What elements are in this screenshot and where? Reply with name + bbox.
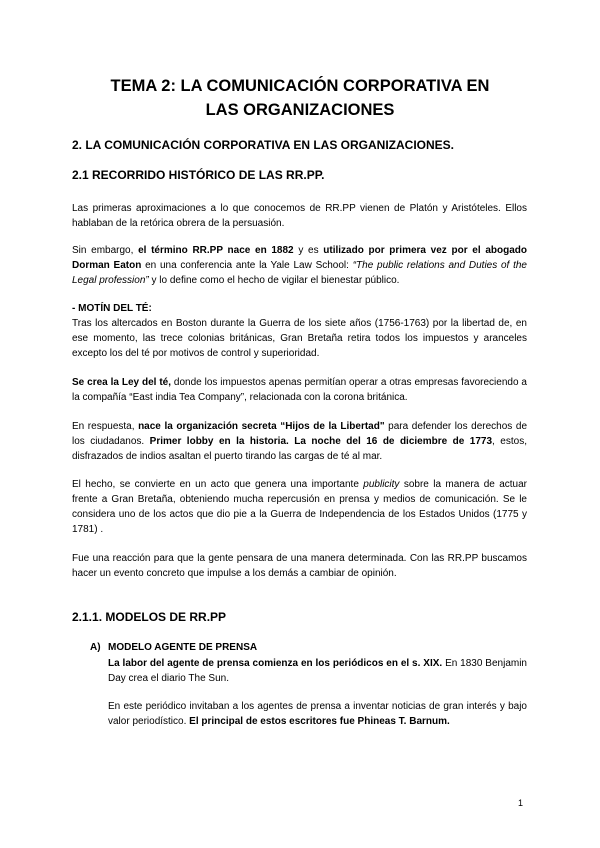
section-heading-2-1: 2.1 RECORRIDO HISTÓRICO DE LAS RR.PP.: [72, 168, 325, 182]
title-line-2: LAS ORGANIZACIONES: [205, 101, 395, 119]
title-line-1: TEMA 2: LA COMUNICACIÓN CORPORATIVA EN: [110, 77, 490, 95]
paragraph-model-a-1: La labor del agente de prensa comienza en los periódicos en el s. XIX. En 1830 Benjamin Day crea el diario The Sun.: [108, 658, 527, 684]
paragraph-ley-del-te: Se crea la Ley del té, donde los impuestos apenas permitían operar a otras empresas favoreciendo a la compañía “East india Tea Company”, relacionada con la corona británica.: [72, 377, 527, 403]
paragraph-model-a-2: En este periódico invitaban a los agentes de prensa a inventar noticias de gran interés y bajo valor periodístico. El principal de estos escritores fue Phineas T. Barnum.: [108, 701, 527, 727]
section-heading-2: 2. LA COMUNICACIÓN CORPORATIVA EN LAS ORGANIZACIONES.: [72, 138, 455, 152]
list-marker: A): [90, 642, 101, 653]
document-title: [60, 74, 540, 122]
page-number: 1: [518, 798, 524, 808]
paragraph-hijos-libertad: En respuesta, nace la organización secreta “Hijos de la Libertad" para defender los derechos de los ciudadanos. Primer lobby en la historia. La noche del 16 de diciembre de 1773, estos, disfrazados de indios asaltan el puerto tirando las cargas de té al mar.: [72, 421, 528, 462]
paragraph-publicity: El hecho, se convierte en un acto que genera una importante publicity sobre la manera de actuar frente a Gran Bretaña, obteniendo mucha repercusión en prensa y medios de comunicación. Se le considera uno de los actos que dio pie a la Guerra de Independencia de los Estados Unidos (1775 y 1781) .: [72, 479, 528, 535]
paragraph-term-rrpp: Sin embargo, el término RR.PP nace en 1882 y es utilizado por primera vez por el abogado Dorman Eaton en una conferencia ante la Yale Law School: “The public relations and Duties of the Legal profession” y lo define como el hecho de vigilar el bienestar público.: [72, 245, 527, 286]
model-a-heading: A) MODELO AGENTE DE PRENSA: [90, 642, 258, 653]
paragraph-motin-del-te: - MOTÍN DEL TÉ: Tras los altercados en Boston durante la Guerra de los siete años (1756-1763) por la libertad de, en ese momento, las trece colonias británicas, Gran Bretaña retira todos los impuestos y aranceles excepto los del té por motivos de control y superioridad.: [72, 303, 527, 359]
paragraph-reaction: Fue una reacción para que la gente pensara de una manera determinada. Con las RR.PP buscamos hacer un evento concreto que impulse a los demás a cambiar de opinión.: [72, 553, 527, 579]
section-heading-2-1-1: 2.1.1. MODELOS DE RR.PP: [72, 610, 227, 624]
motin-heading: - MOTÍN DEL TÉ:: [72, 303, 152, 314]
paragraph-origins: Las primeras aproximaciones a lo que conocemos de RR.PP vienen de Platón y Aristóteles. Ellos hablaban de la retórica obrera de la persuasión.: [72, 203, 527, 229]
